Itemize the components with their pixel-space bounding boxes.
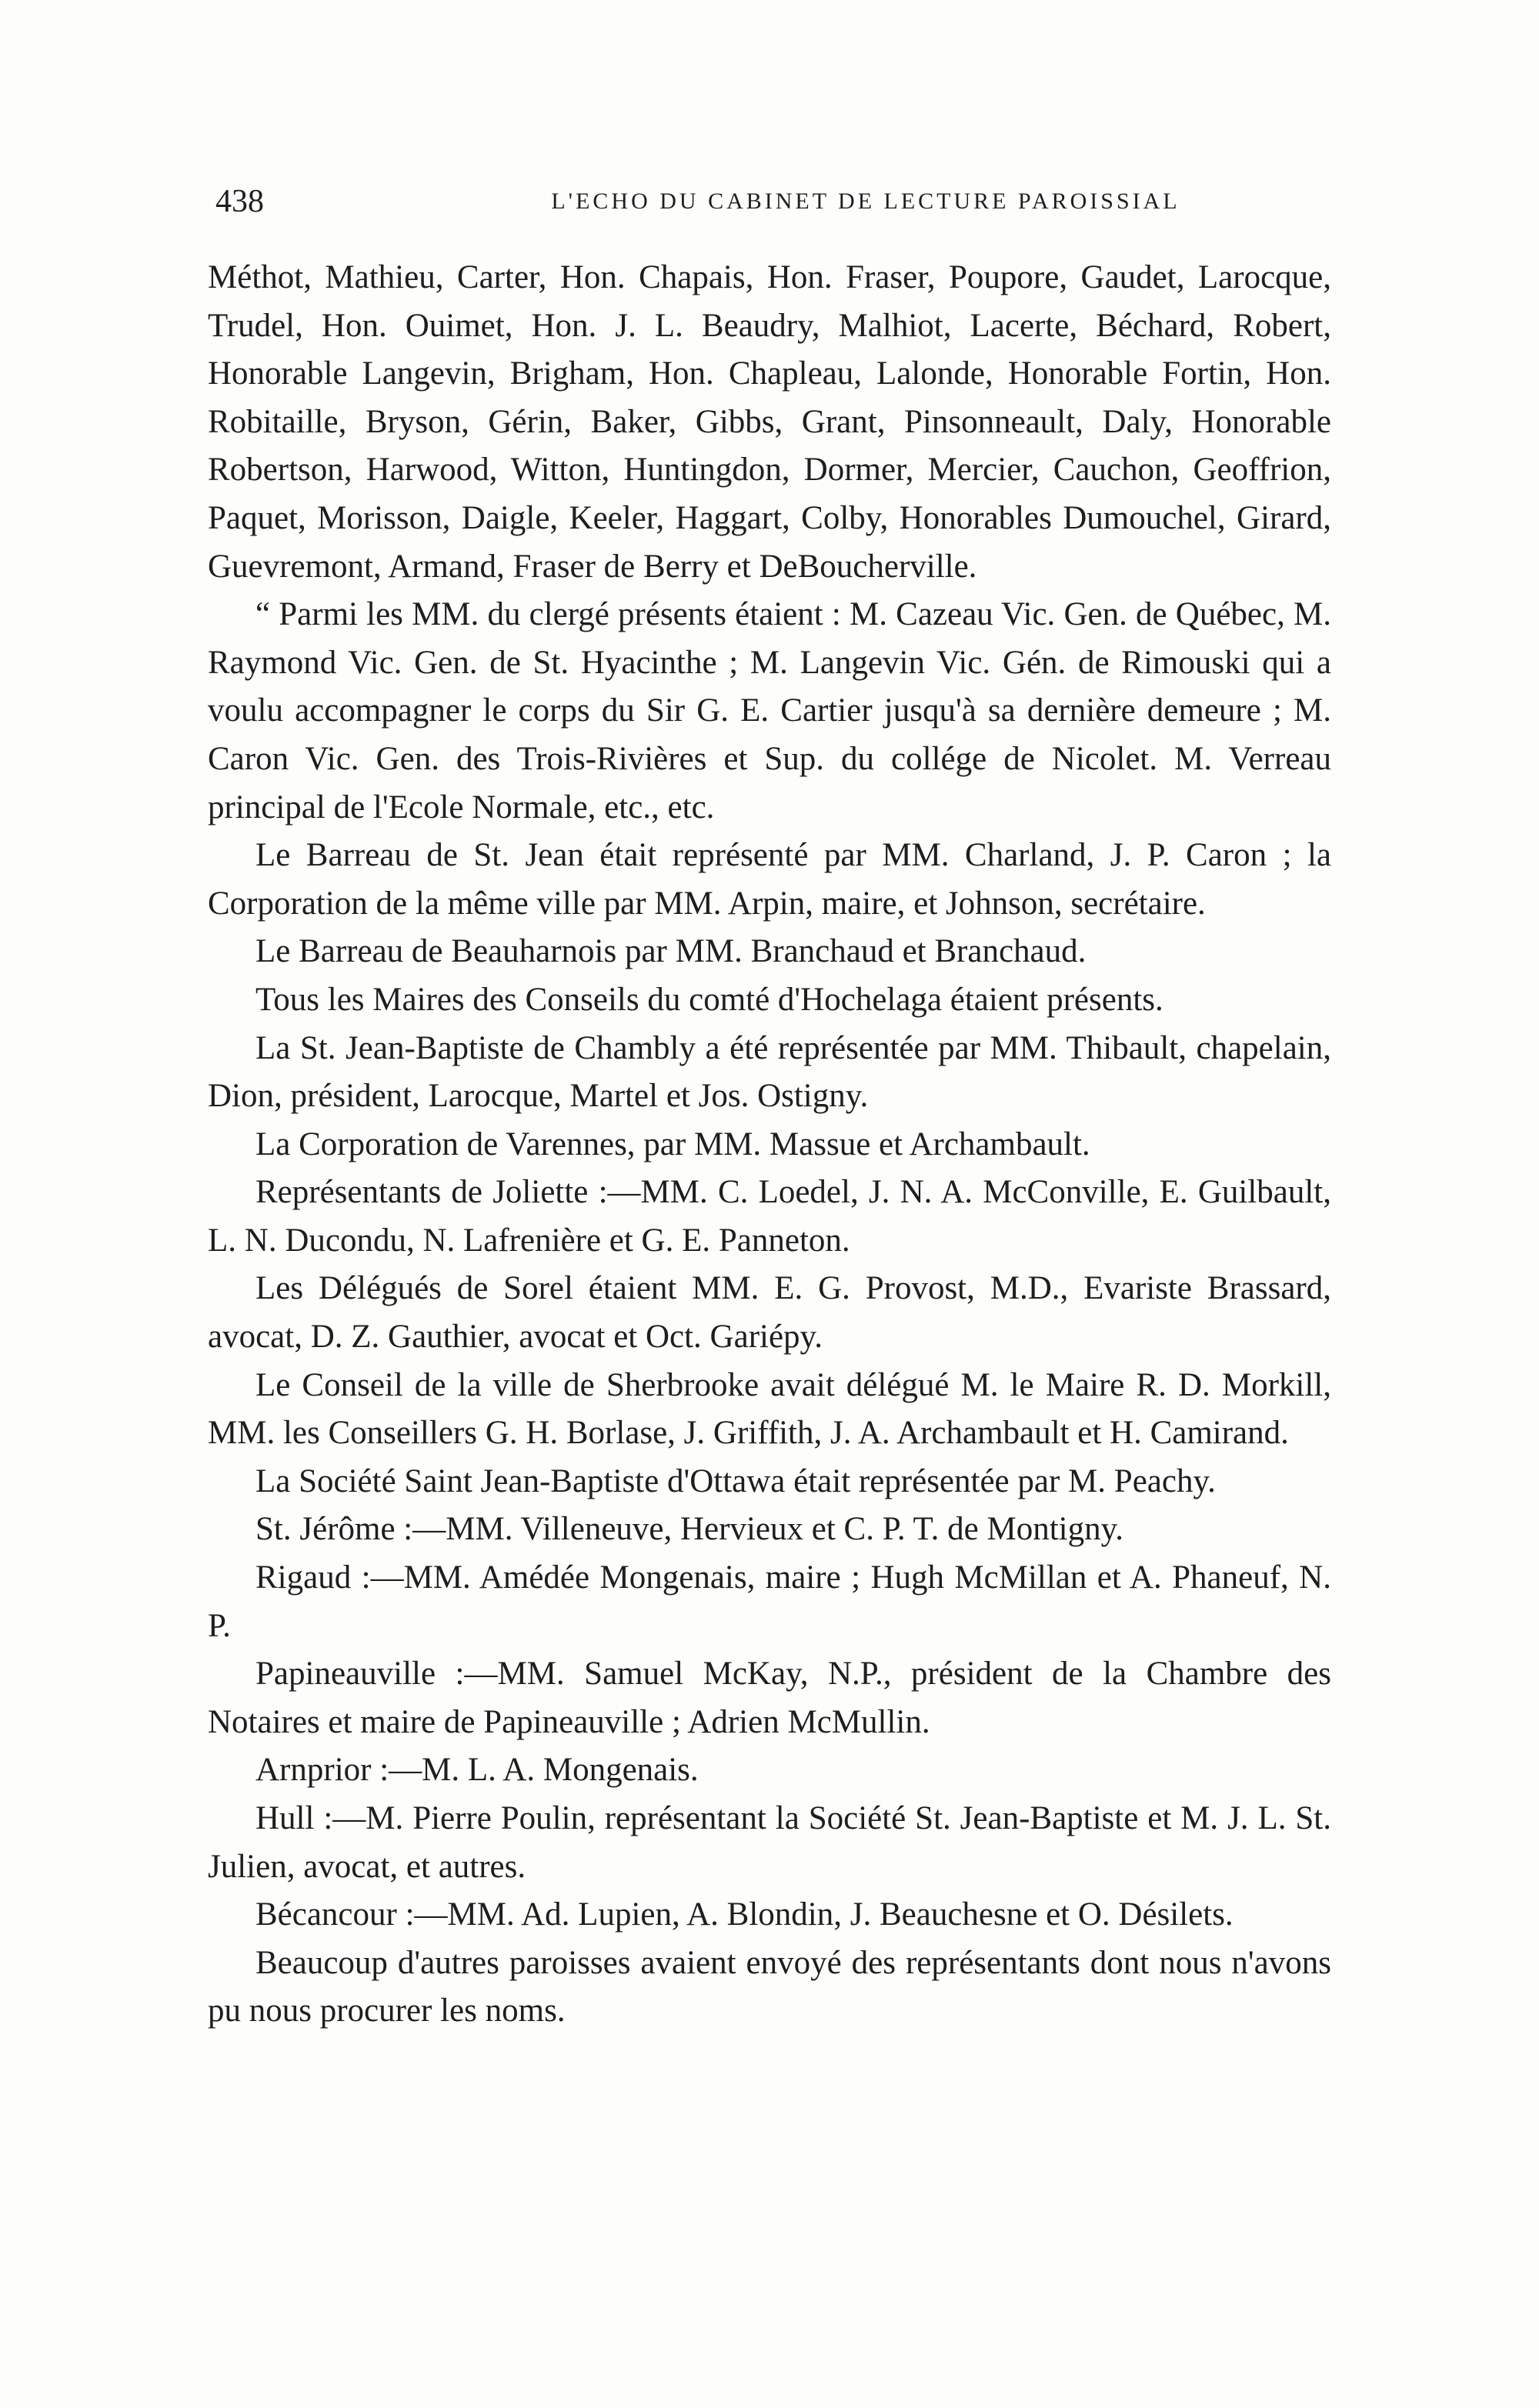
- paragraph-ottawa: La Société Saint Jean-Baptiste d'Ottawa était représentée par M. Peachy.: [255, 1462, 1216, 1499]
- paragraph-hochelaga: Tous les Maires des Conseils du comté d'Hochelaga étaient présents.: [255, 981, 1163, 1018]
- paragraph-attendees-continued: Méthot, Mathieu, Carter, Hon. Chapais, Hon. Fraser, Poupore, Gaudet, Larocque, Trudel, Hon. Ouimet, Hon. J. L. Beaudry, Malhiot, Lacerte, Béchard, Robert, Honorable Langevin, Brigham, Hon. Chapleau, Lalonde, Honorable Fortin, Hon. Robitaille, Bryson, Gérin, Baker, Gibbs, Grant, Pinsonneault, Daly, Honorable Robertson, Harwood, Witton, Huntingdon, Dormer, Mercier, Cauchon, Geoffrion, Paquet, Morisson, Daigle, Keeler, Haggart, Colby, Honorables Dumouchel, Girard, Guevremont, Armand, Fraser de Berry et DeBoucherville.: [208, 259, 1331, 585]
- paragraph-papineauville: Papineauville :—MM. Samuel McKay, N.P., président de la Chambre des Notaires et maire de Papineauville ; Adrien McMullin.: [208, 1656, 1331, 1740]
- paragraph-rigaud: Rigaud :—MM. Amédée Mongenais, maire ; Hugh McMillan et A. Phaneuf, N. P.: [208, 1559, 1331, 1644]
- paragraph-sorel: Les Délégués de Sorel étaient MM. E. G. Provost, M.D., Evariste Brassard, avocat, D. Z. Gauthier, avocat et Oct. Gariépy.: [208, 1270, 1331, 1356]
- paragraph-hull: Hull :—M. Pierre Poulin, représentant la Société St. Jean-Baptiste et M. J. L. St. Julien, avocat, et autres.: [208, 1800, 1331, 1885]
- paragraph-beauharnois: Le Barreau de Beauharnois par MM. Branchaud et Branchaud.: [255, 933, 1087, 970]
- paragraph-chambly: La St. Jean-Baptiste de Chambly a été représentée par MM. Thibault, chapelain, Dion, président, Larocque, Martel et Jos. Ostigny.: [208, 1029, 1331, 1115]
- paragraph-clergy: “ Parmi les MM. du clergé présents étaient : M. Cazeau Vic. Gen. de Québec, M. Raymond Vic. Gen. de St. Hyacinthe ; M. Langevin Vic. Gén. de Rimouski qui a voulu accompagner le corps du Sir G. E. Cartier jusqu'à sa dernière demeure ; M. Caron Vic. Gen. des Trois-Rivières et Sup. du collége de Nicolet. M. Verreau principal de l'Ecole Normale, etc., etc.: [208, 596, 1331, 825]
- page-number: 438: [215, 184, 264, 219]
- paragraph-varennes: La Corporation de Varennes, par MM. Massue et Archambault.: [255, 1126, 1090, 1162]
- paragraph-sherbrooke: Le Conseil de la ville de Sherbrooke avait délégué M. le Maire R. D. Morkill, MM. les Conseillers G. H. Borlase, J. Griffith, J. A. Archambault et H. Camirand.: [208, 1366, 1331, 1452]
- body-text: [208, 254, 1331, 2036]
- paragraph-arnprior: Arnprior :—M. L. A. Mongenais.: [255, 1752, 699, 1789]
- paragraph-closing: Beaucoup d'autres paroisses avaient envoyé des représentants dont nous n'avons pu nous procurer les noms.: [208, 1944, 1331, 2029]
- paragraph-becancour: Bécancour :—MM. Ad. Lupien, A. Blondin, J. Beauchesne et O. Désilets.: [255, 1896, 1234, 1933]
- paragraph-joliette: Représentants de Joliette :—MM. C. Loedel, J. N. A. McConville, E. Guilbault, L. N. Ducondu, N. Lafrenière et G. E. Panneton.: [208, 1174, 1331, 1259]
- paragraph-st-jean: Le Barreau de St. Jean était représenté par MM. Charland, J. P. Caron ; la Corporation de la même ville par MM. Arpin, maire, et Johnson, secrétaire.: [208, 837, 1331, 922]
- paragraph-st-jerome: St. Jérôme :—MM. Villeneuve, Hervieux et C. P. T. de Montigny.: [255, 1511, 1124, 1548]
- page-header: [215, 178, 1331, 225]
- running-title: L'ECHO DU CABINET DE LECTURE PAROISSIAL: [551, 188, 1180, 214]
